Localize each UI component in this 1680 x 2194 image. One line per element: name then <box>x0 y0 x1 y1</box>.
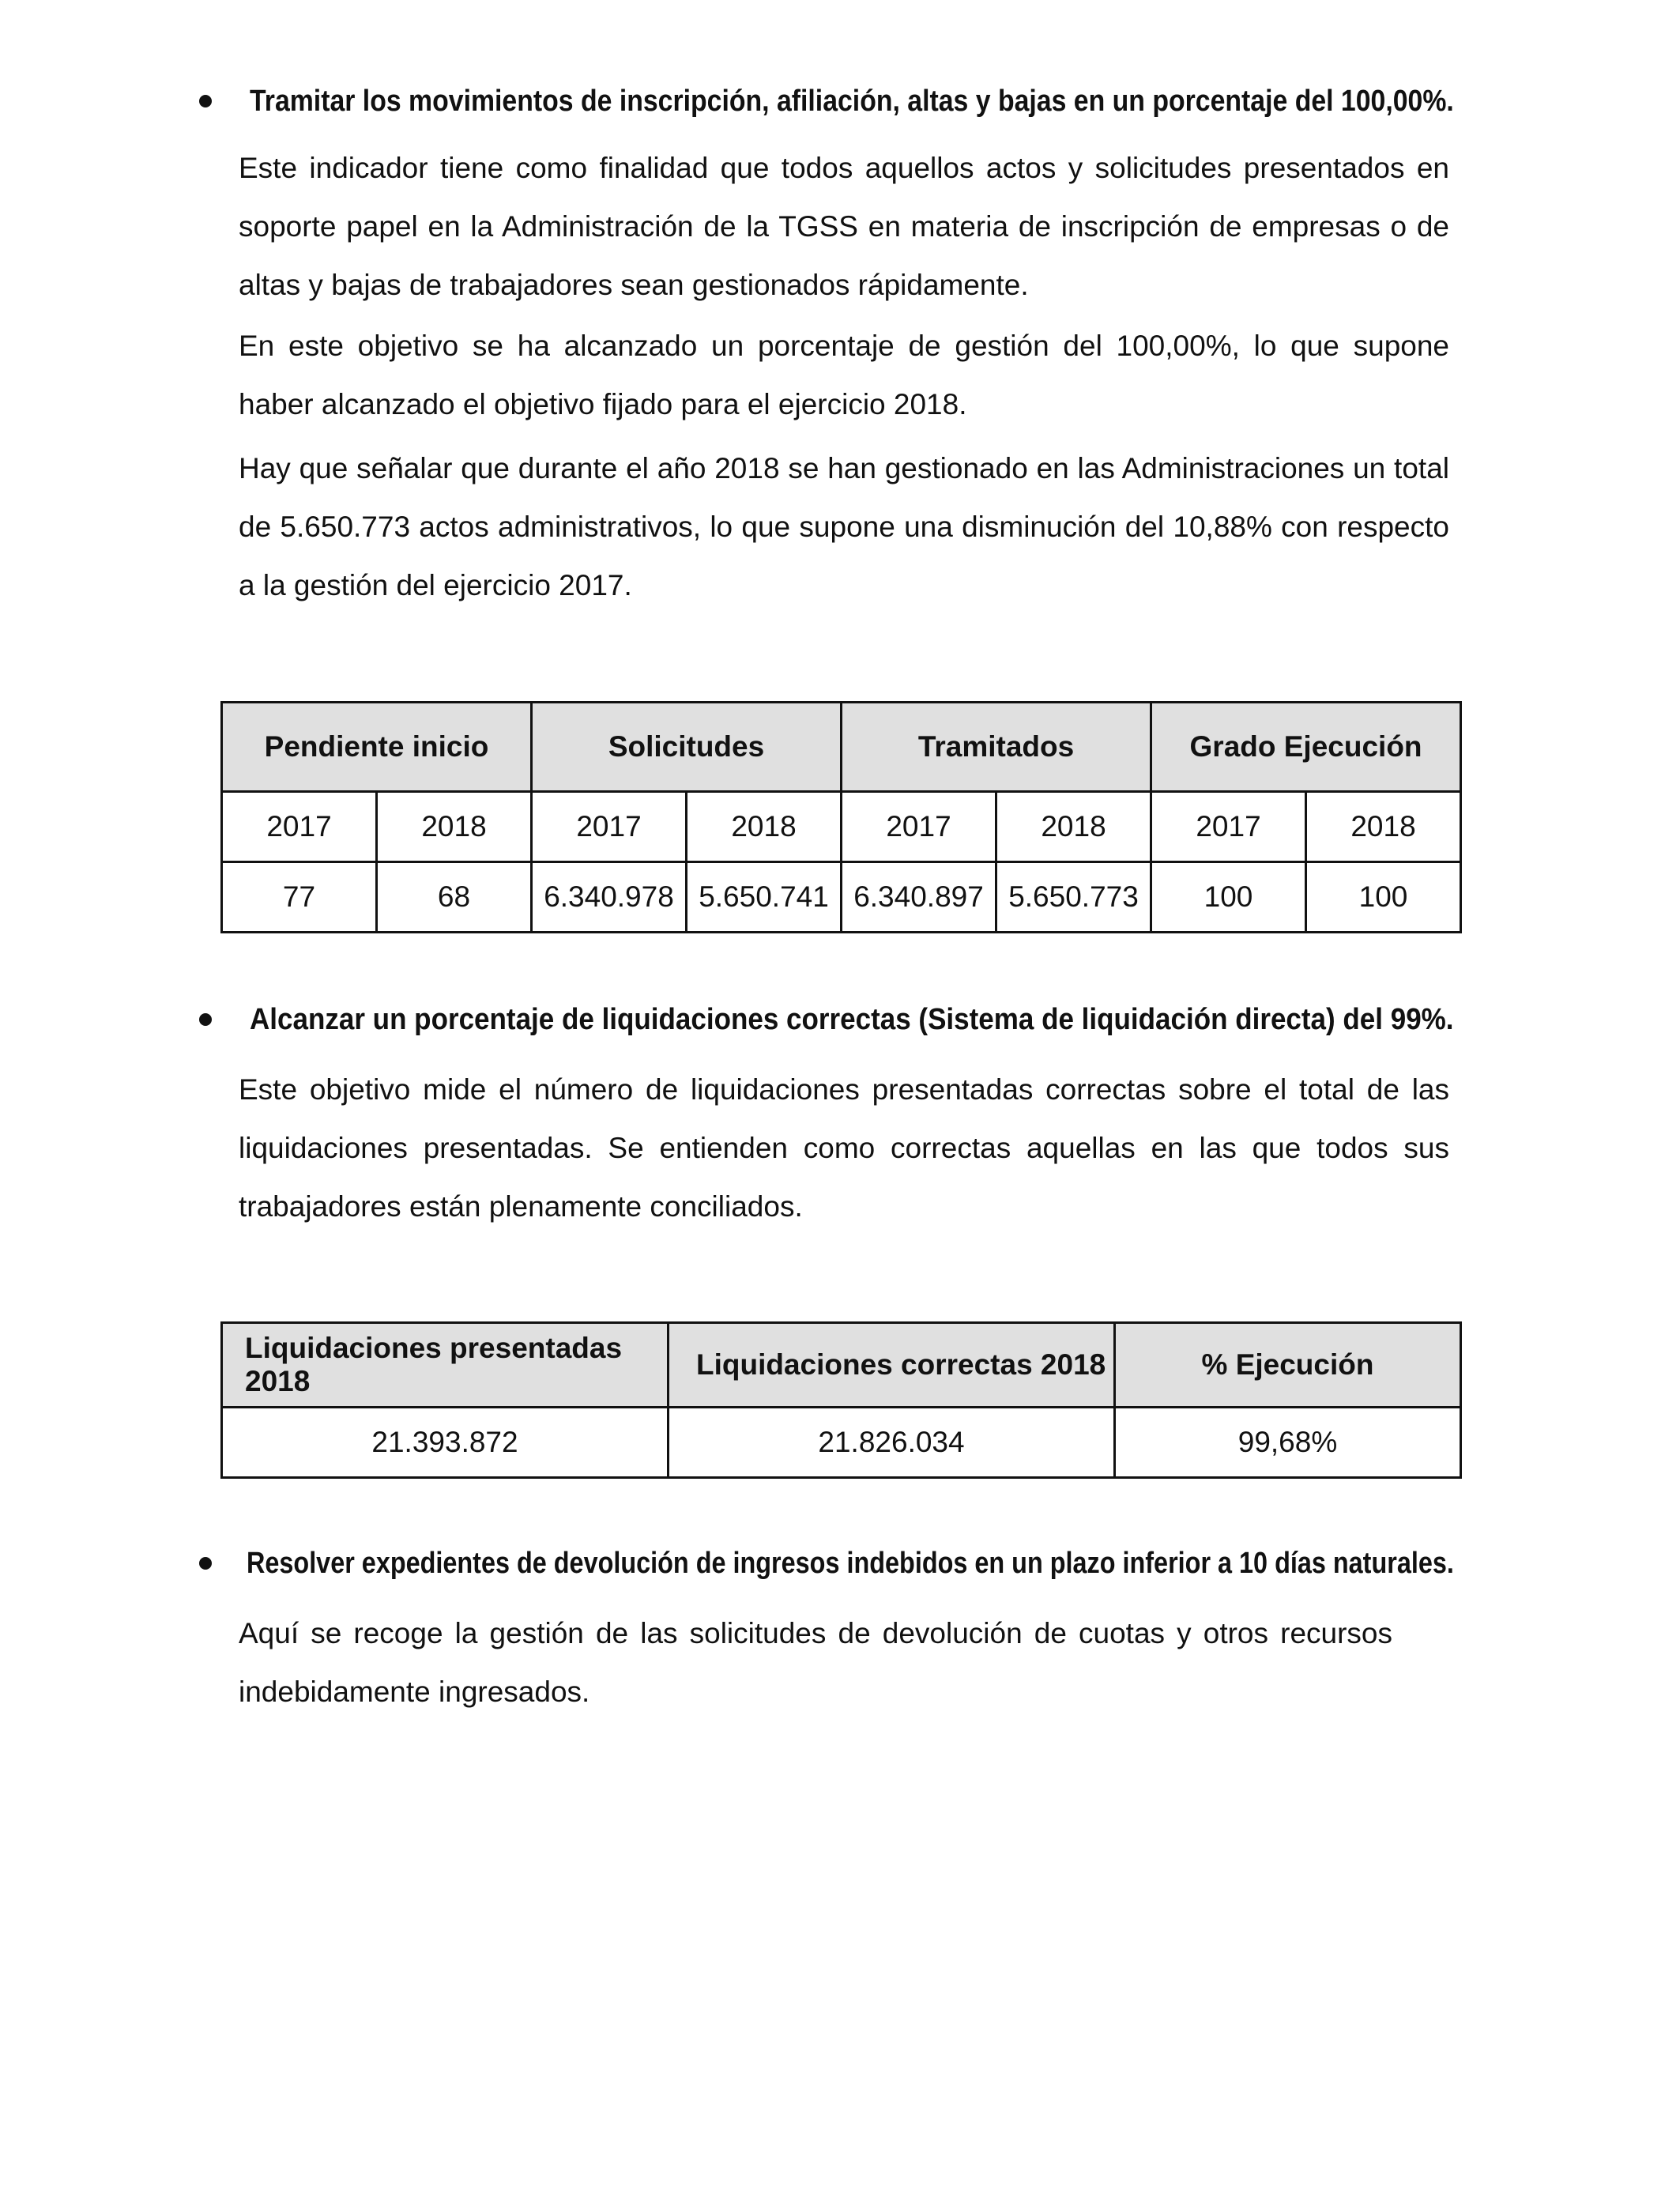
header-solicitudes: Solicitudes <box>532 703 842 792</box>
section3-heading-text: Resolver expedientes de devolución de ingresos indebidos en un plazo inferior a 10 días naturales. <box>247 1547 1454 1580</box>
year-cell: 2017 <box>842 792 996 862</box>
value-cell: 100 <box>1306 862 1461 933</box>
section1-paragraph-1: Este indicador tiene como finalidad que todos aquellos actos y solicitudes presentados en soporte papel en la Administración de la TGSS en materia de inscripción de empresas o de altas y bajas de trabajadores sean gestionados rápidamente. <box>239 152 1449 301</box>
year-cell: 2017 <box>532 792 687 862</box>
header-liquidaciones-correctas: Liquidaciones correctas 2018 <box>669 1323 1115 1408</box>
value-cell: 5.650.741 <box>687 862 842 933</box>
table-actos-administrativos <box>220 701 1462 933</box>
bullet-icon <box>199 1013 212 1026</box>
section1-heading-text: Tramitar los movimientos de inscripción, afiliación, altas y bajas en un porcentaje del 100,00%. <box>250 85 1454 118</box>
value-cell: 68 <box>377 862 532 933</box>
bullet-icon <box>199 1557 212 1570</box>
table-header-row <box>222 703 1461 792</box>
table-liquidaciones <box>220 1321 1462 1479</box>
section2-paragraph-1: Este objetivo mide el número de liquidaciones presentadas correctas sobre el total de las liquidaciones presentadas. Se entienden como correctas aquellas en las que todos sus trabajadores están plenamente conciliados. <box>239 1073 1449 1223</box>
year-cell: 2017 <box>1151 792 1306 862</box>
table-row <box>222 862 1461 933</box>
year-cell: 2018 <box>996 792 1151 862</box>
section2-heading-text: Alcanzar un porcentaje de liquidaciones correctas (Sistema de liquidación directa) del 99%. <box>250 1003 1454 1036</box>
year-cell: 2018 <box>1306 792 1461 862</box>
table-row <box>222 1408 1461 1478</box>
value-cell: 100 <box>1151 862 1306 933</box>
value-cell: 6.340.897 <box>842 862 996 933</box>
value-cell: 5.650.773 <box>996 862 1151 933</box>
value-cell: 6.340.978 <box>532 862 687 933</box>
year-cell: 2018 <box>377 792 532 862</box>
header-tramitados: Tramitados <box>842 703 1151 792</box>
year-cell: 2017 <box>222 792 377 862</box>
table-year-row <box>222 792 1461 862</box>
value-cell: 21.393.872 <box>222 1408 669 1478</box>
header-pendiente-inicio: Pendiente inicio <box>222 703 532 792</box>
table-header-row <box>222 1323 1461 1408</box>
header-grado-ejecucion: Grado Ejecución <box>1151 703 1461 792</box>
value-cell: 77 <box>222 862 377 933</box>
bullet-icon <box>199 95 212 107</box>
header-liquidaciones-presentadas: Liquidaciones presentadas 2018 <box>222 1323 669 1408</box>
year-cell: 2018 <box>687 792 842 862</box>
section1-paragraph-2: En este objetivo se ha alcanzado un porcentaje de gestión del 100,00%, lo que supone haber alcanzado el objetivo fijado para el ejercicio 2018. <box>239 330 1449 420</box>
value-cell: 21.826.034 <box>669 1408 1115 1478</box>
value-cell: 99,68% <box>1115 1408 1461 1478</box>
section1-paragraph-3: Hay que señalar que durante el año 2018 se han gestionado en las Administraciones un total de 5.650.773 actos administrativos, lo que supone una disminución del 10,88% con respecto a la gestión del ejercicio 2017. <box>239 452 1449 601</box>
section3-paragraph-1: Aquí se recoge la gestión de las solicitudes de devolución de cuotas y otros recursos indebidamente ingresados. <box>239 1617 1392 1708</box>
header-porcentaje-ejecucion: % Ejecución <box>1115 1323 1461 1408</box>
